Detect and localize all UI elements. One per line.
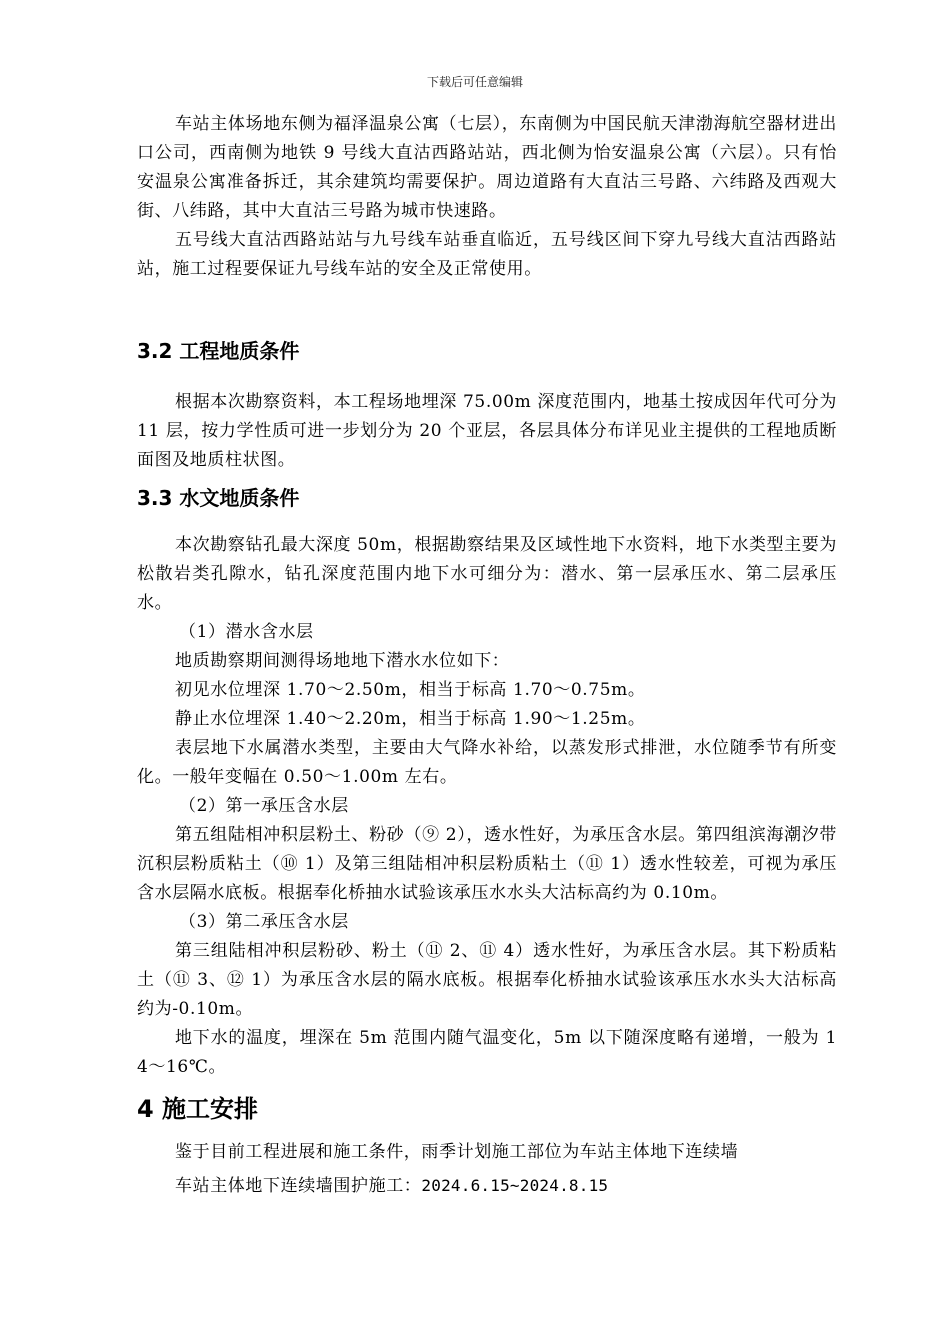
groundwater-temperature-paragraph: 地下水的温度，埋深在 5m 范围内随气温变化，5m 以下随深度略有递增，一般为 14～16℃。: [137, 1028, 837, 1077]
schedule-label: 车站主体地下连续墙围护施工：: [175, 1176, 422, 1196]
first-confined-aquifer-title: （2）第一承压含水层: [179, 796, 349, 816]
phreatic-line-survey: 地质勘察期间测得场地地下潜水水位如下：: [175, 651, 510, 671]
section-heading-3-3: 3.3 水文地质条件: [137, 486, 300, 510]
second-confined-aquifer-paragraph: 第三组陆相冲积层粉砂、粉土（⑪ 2、⑪ 4）透水性好，为承压含水层。其下粉质粘土（⑪ 3、⑫ 1）为承压含水层的隔水底板。根据奉化桥抽水试验该承压水水头大沽标高约为-0.10m。: [137, 941, 837, 1019]
chapter-heading-4: 4 施工安排: [137, 1095, 259, 1123]
page-header: 下载后可任意编辑: [426, 75, 523, 89]
schedule-dates: 2024.6.15~2024.8.15: [421, 1176, 609, 1195]
phreatic-line-initial: 初见水位埋深 1.70～2.50m，相当于标高 1.70～0.75m。: [175, 680, 646, 700]
line-crossing-paragraph: 五号线大直沽西路站站与九号线车站垂直临近，五号线区间下穿九号线大直沽西路站站，施工过程要保证九号线车站的安全及正常使用。: [137, 230, 837, 279]
phreatic-aquifer-title: （1）潜水含水层: [179, 622, 314, 642]
document-body: [137, 110, 837, 1201]
construction-plan-line: 鉴于目前工程进展和施工条件，雨季计划施工部位为车站主体地下连续墙: [175, 1142, 739, 1162]
phreatic-line-type: 表层地下水属潜水类型，主要由大气降水补给，以蒸发形式排泄，水位随季节有所变化。一般年变幅在 0.50～1.00m 左右。: [137, 738, 837, 787]
construction-schedule-line: [137, 1171, 837, 1201]
section-3-1-body: [137, 110, 837, 284]
geology-paragraph: 根据本次勘察资料，本工程场地埋深 75.00m 深度范围内，地基土按成因年代可分为 11 层，按力学性质可进一步划分为 20 个亚层，各层具体分布详见业主提供的工程地质断面图及地质柱状图。: [137, 392, 837, 470]
second-confined-aquifer-title: （3）第二承压含水层: [179, 912, 349, 932]
phreatic-line-static: 静止水位埋深 1.40～2.20m，相当于标高 1.90～1.25m。: [175, 709, 646, 729]
site-surroundings-paragraph: 车站主体场地东侧为福泽温泉公寓（七层），东南侧为中国民航天津渤海航空器材进出口公司，西南侧为地铁 9 号线大直沽西路站站，西北侧为怡安温泉公寓（六层）。只有怡安温泉公寓准备拆迁，其余建筑均需要保护。周边道路有大直沽三号路、六纬路及西观大街、八纬路，其中大直沽三号路为城市快速路。: [137, 114, 837, 221]
section-heading-3-2: 3.2 工程地质条件: [137, 339, 300, 363]
hydrogeology-intro-paragraph: 本次勘察钻孔最大深度 50m，根据勘察结果及区域性地下水资料，地下水类型主要为松散岩类孔隙水，钻孔深度范围内地下水可细分为：潜水、第一层承压水、第二层承压水。: [137, 535, 837, 613]
first-confined-aquifer-paragraph: 第五组陆相冲积层粉土、粉砂（⑨ 2），透水性好，为承压含水层。第四组滨海潮汐带沉积层粉质粘土（⑩ 1）及第三组陆相冲积层粉质粘土（⑪ 1）透水性较差，可视为承压含水层隔水底板。根据奉化桥抽水试验该承压水水头大沽标高约为 0.10m。: [137, 825, 837, 903]
